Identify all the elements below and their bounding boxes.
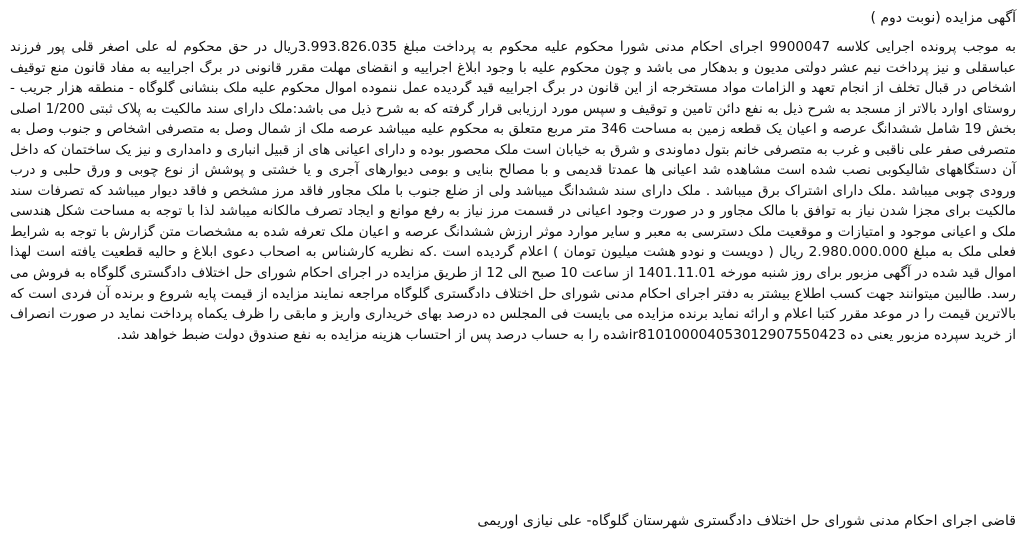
notice-title: آگهی مزایده (نوبت دوم ) (870, 10, 1016, 26)
notice-signature: قاضی اجرای احکام مدنی شورای حل اختلاف دادگستری شهرستان گلوگاه- علی نیازی اوریمی (477, 513, 1016, 529)
notice-body: به موجب پرونده اجرایی کلاسه 9900047 اجرای احکام مدنی شورا محکوم علیه محکوم به پرداخت مبلغ 3.993.826.035ریال در حق محکوم له علی اصغر قلی پور فرزند عباسقلی و نیز پرداخت نیم عشر دولتی مدیون و بدهکار می باشد و چون محکوم علیه با وجود ابلاغ اجراییه و انقضای مهلت مقرر قانونی در برگ اجراییه به مفاد قانون منع توقیف اشخاص در قبال تخلف از انجام تعهد و الزامات مواد مستخرجه از این قانون در برگ اجراییه قید گردیده عمل ننموده اموال محکوم علیه ملک بنشانی گلوگاه - منطقه هزار جریب - روستای اوارد بالاتر از مسجد به شرح ذیل به نفع دائن تامین و توقیف و سپس مورد ارزیابی قرار گرفته که به شرح ذیل می باشد:ملک دارای سند مالکیت به پلاک ثبتی 1/200 اصلی بخش 19 شامل ششدانگ عرصه و اعیان یک قطعه زمین به مساحت 346 متر مربع متعلق به محکوم علیه میباشد عرصه ملک از شمال وصل به متصرفی اشخاص و جنوب وصل به متصرفی صفر علی ناقبی و غرب به متصرفی خانم بتول دماوندی و شرق به خیابان است ملک محصور بوده و دارای اعیانی های از قبیل انباری و دامداری و نیز یک ساختمان که داخل آن دستگاههای شالیکوبی نصب شده است مشاهده شد اعیانی ها عمدتا قدیمی و با مصالح بنایی و بومی دیوارهای آجری و یا خشتی و پوشش از نوع چوبی و ورق حلبی و درب ورودی چوبی میباشد .ملک دارای اشتراک برق میباشد . ملک دارای سند ششدانگ میباشد ولی از ضلع جنوب با ملک مجاور فاقد مرز مشخص و فاقد دیوار میباشد که تصرفات سند مالکیت برای مجزا شدن نیاز به توافق با مالک مجاور و در صورت وجود اعیانی در قسمت مرز نیاز به رفع موانع و ایجاد تصرف مالکانه میباشد لذا با توجه به مساحت شکل هندسی ملک و اعیانی موجود و امتیازات و موقعیت ملک دسترسی به معبر و سایر موارد موثر ارزش ششدانگ عرصه و اعیان ملک تعرفه شده به مشخصات متن گزارش با توجه به شرایط فعلی ملک به مبلغ 2.980.000.000 ریال ( دویست و نودو هشت میلیون تومان ) اعلام گردیده است .که نظریه کارشناس به اصحاب دعوی ابلاغ و حالیه قطعیت یافته است لهذا اموال قید شده در آگهی مزبور برای روز شنبه مورخه 1401.11.01 از ساعت 10 صبح الی 12 از طریق مزایده در اجرای احکام شورای حل اختلاف دادگستری گلوگاه به فروش می رسد. طالبین میتوانند جهت کسب اطلاع بیشتر به دفتر اجرای احکام مدنی شورای حل اختلاف دادگستری گلوگاه مراجعه نمایند مزایده از قیمت پایه شروع و برنده آن فردی است که بالاترین قیمت را در موعد مقرر کتبا اعلام و ارائه نماید برنده مزایده می بایست فی المجلس ده درصد بهای خریداری واریز و مابقی را ظرف یکماه پرداخت نماید در صورت انصراف از خرید سپرده مزبور یعنی ده ir810100004053012907550423شده را به حساب درصد پس از احتساب هزینه مزایده به نفع صندوق دولت ضبط خواهد شد. (10, 39, 1017, 343)
